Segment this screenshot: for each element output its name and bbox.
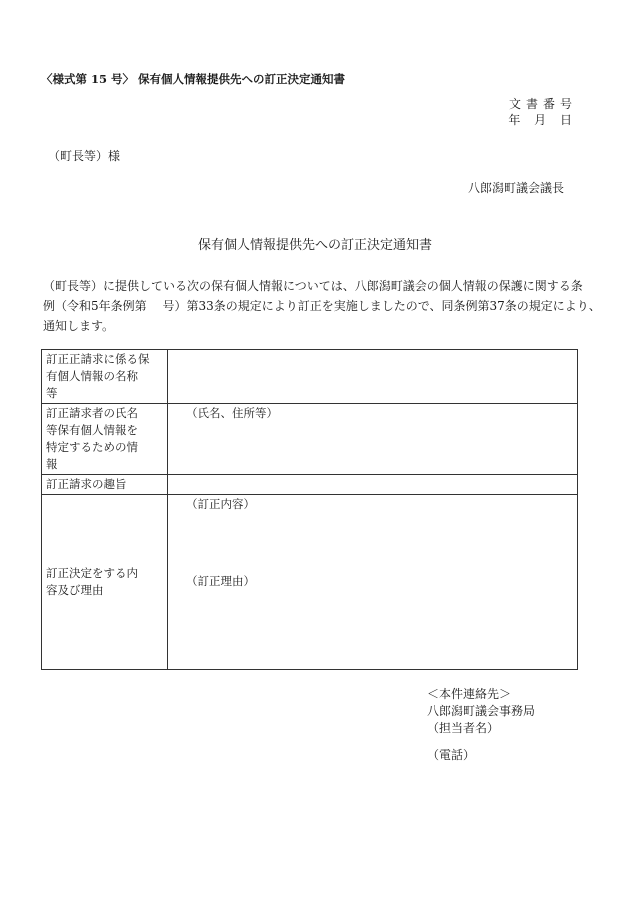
row-label-requester: 訂正請求者の氏名 等保有個人情報を 特定するための情 報 [42, 404, 168, 475]
table-row [42, 475, 578, 495]
document-title: 保有個人情報提供先への訂正決定通知書 [197, 238, 432, 253]
addressee: （町長等）様 [48, 149, 121, 163]
form-number-label: 〈様式第 15 号〉 保有個人情報提供先への訂正決定通知書 [41, 72, 346, 86]
row-label-info-name: 訂正正請求に係る保 有個人情報の名称 等 [42, 350, 168, 404]
correction-info-table [41, 349, 578, 670]
sender: 八郎潟町議会議長 [467, 181, 564, 195]
row-label-purpose: 訂正請求の趣旨 [42, 475, 168, 495]
contact-person: （担当者名） [427, 721, 500, 735]
correction-content-label: （訂正内容） [186, 497, 255, 511]
correction-reason-label: （訂正理由） [186, 574, 255, 588]
document-number-block [508, 96, 577, 128]
contact-phone: （電話） [427, 748, 476, 762]
contact-heading: ＜本件連絡先＞ [427, 687, 512, 701]
row-label-decision: 訂正決定をする内 容及び理由 [42, 495, 168, 670]
body-line: 例（令和5年条例第 号）第33条の規定により訂正を実施しましたので、同条例第37条の規定により、 [43, 299, 601, 313]
table-row [42, 404, 578, 475]
contact-office: 八郎潟町議会事務局 [427, 704, 536, 718]
document-number: 文書番号 [508, 97, 577, 111]
table-row [42, 350, 578, 404]
document-date: 年 月 日 [508, 113, 577, 127]
body-line: 通知します。 [43, 319, 115, 333]
body-paragraph [43, 276, 601, 336]
table-row [42, 495, 578, 670]
body-line: （町長等）に提供している次の保有個人情報については、八郎潟町議会の個人情報の保護に関する条 [43, 279, 583, 293]
row-value-info-name [168, 350, 578, 404]
row-value-requester: （氏名、住所等） [168, 404, 578, 475]
row-value-decision [168, 495, 578, 670]
contact-block [427, 686, 535, 764]
row-value-purpose [168, 475, 578, 495]
